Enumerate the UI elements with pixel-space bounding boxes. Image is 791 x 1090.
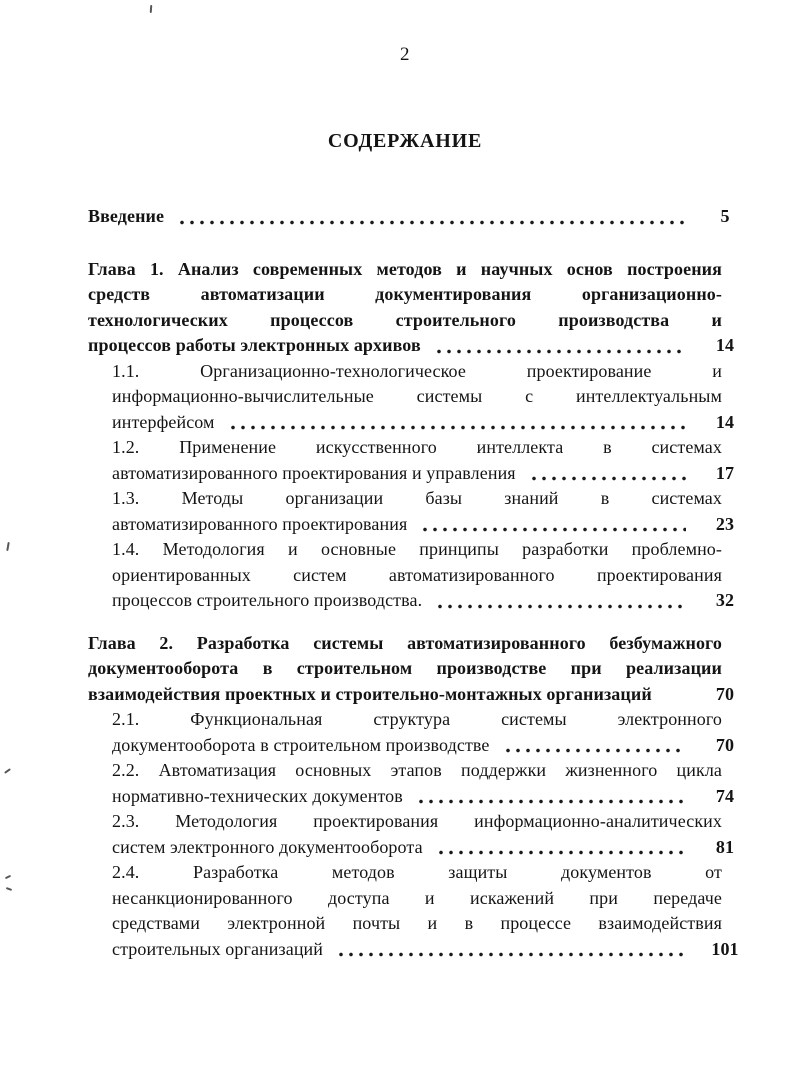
dot-leader bbox=[336, 952, 686, 957]
toc-entry-2-1 bbox=[88, 707, 735, 758]
toc-page-ref: 81 bbox=[715, 836, 735, 857]
toc-entry-1-3 bbox=[88, 486, 735, 537]
table-of-contents bbox=[88, 204, 739, 962]
toc-entry-2-4 bbox=[88, 860, 739, 962]
toc-entry-line: несанкционированного доступа и искажений при передаче bbox=[112, 887, 722, 908]
toc-page-ref: 14 bbox=[715, 411, 735, 432]
toc-entry-line: 1.2. Применение искусственного интеллекта в системах bbox=[112, 437, 722, 457]
toc-entry-line: Глава 1. Анализ современных методов и научных основ построения bbox=[88, 258, 722, 279]
toc-entry-2-2 bbox=[88, 758, 735, 809]
toc-entry-last-line bbox=[112, 410, 735, 436]
toc-entry-text: интерфейсом bbox=[112, 411, 215, 432]
toc-entry-introduction bbox=[88, 204, 730, 230]
toc-page-ref: 23 bbox=[715, 513, 735, 534]
toc-entry-text: нормативно-технических документов bbox=[112, 785, 403, 806]
toc-entry-text: систем электронного документооборота bbox=[112, 836, 423, 857]
dot-leader bbox=[228, 425, 686, 430]
toc-entry-last-line bbox=[112, 512, 735, 538]
toc-entry-text: процессов работы электронных архивов bbox=[88, 335, 421, 355]
dot-leader bbox=[503, 748, 686, 753]
toc-entry-text: строительных организаций bbox=[112, 938, 324, 959]
toc-page-ref: 14 bbox=[715, 335, 735, 355]
scan-speck-icon bbox=[4, 768, 11, 774]
toc-entry-text: документооборота в строительном производстве bbox=[112, 734, 490, 755]
toc-entry-text: автоматизированного проектирования и управления bbox=[112, 462, 516, 483]
dot-leader bbox=[177, 220, 686, 225]
toc-page-ref: 101 bbox=[711, 938, 739, 959]
toc-page-ref: 70 bbox=[715, 683, 735, 704]
toc-entry-line: ориентированных систем автоматизированного проектирования bbox=[112, 564, 722, 585]
scan-speck-icon bbox=[150, 5, 153, 13]
page-number: 2 bbox=[400, 44, 410, 65]
toc-entry-text: взаимодействия проектных и строительно-монтажных организаций bbox=[88, 683, 652, 704]
toc-entry-1-1 bbox=[88, 359, 735, 436]
toc-page-ref: 5 bbox=[720, 206, 730, 226]
toc-entry-line: 1.3. Методы организации базы знаний в системах bbox=[112, 488, 722, 508]
toc-entry-line: документооборота в строительном производстве при реализации bbox=[88, 658, 722, 678]
toc-entry-last-line bbox=[112, 835, 735, 861]
page-title: СОДЕРЖАНИЕ bbox=[327, 130, 483, 152]
dot-leader bbox=[416, 799, 686, 804]
toc-entry-1-2 bbox=[88, 435, 735, 486]
toc-entry-line: 2.4. Разработка методов защиты документов от bbox=[112, 862, 722, 882]
toc-entry-line: информационно-вычислительные системы с интеллектуальным bbox=[112, 386, 722, 406]
dot-leader bbox=[435, 604, 686, 609]
scan-speck-icon bbox=[5, 875, 11, 879]
dot-leader bbox=[436, 850, 686, 855]
dot-leader bbox=[434, 349, 686, 354]
dot-leader bbox=[420, 527, 686, 532]
toc-entry-last-line bbox=[88, 682, 735, 708]
toc-entry-line: Глава 2. Разработка системы автоматизированного безбумажного bbox=[88, 632, 722, 653]
toc-entry-text: автоматизированного проектирования bbox=[112, 513, 408, 534]
toc-entry-1-4 bbox=[88, 537, 735, 614]
toc-entry-last-line bbox=[112, 733, 735, 759]
toc-entry-text: процессов строительного производства. bbox=[112, 590, 423, 610]
toc-entry-chapter-1 bbox=[88, 257, 735, 359]
toc-entry-last-line bbox=[112, 784, 735, 810]
scan-speck-icon bbox=[6, 887, 12, 891]
toc-page-ref: 32 bbox=[715, 590, 735, 610]
toc-entry-line: 2.3. Методология проектирования информационно-аналитических bbox=[112, 811, 722, 831]
toc-entry-line: 1.1. Организационно-технологическое проектирование и bbox=[112, 360, 722, 381]
toc-entry-line: средствами электронной почты и в процессе взаимодействия bbox=[112, 913, 722, 933]
toc-entry-line: 2.2. Автоматизация основных этапов поддержки жизненного цикла bbox=[112, 760, 722, 780]
toc-entry-line: 1.4. Методология и основные принципы разработки проблемно- bbox=[112, 539, 722, 559]
toc-entry-last-line bbox=[112, 588, 735, 614]
toc-entry-last-line bbox=[112, 937, 739, 963]
dot-leader bbox=[529, 476, 686, 481]
toc-entry-chapter-2 bbox=[88, 631, 735, 708]
toc-page-ref: 17 bbox=[715, 462, 735, 483]
toc-entry-last-line bbox=[88, 204, 730, 230]
toc-entry-text: Введение bbox=[88, 206, 165, 226]
scan-speck-icon bbox=[6, 542, 10, 551]
toc-page-ref: 70 bbox=[715, 734, 735, 755]
toc-entry-line: 2.1. Функциональная структура системы электронного bbox=[112, 709, 722, 729]
toc-entry-last-line bbox=[112, 461, 735, 487]
toc-entry-last-line bbox=[88, 333, 735, 359]
toc-entry-line: средств автоматизации документирования организационно- bbox=[88, 284, 722, 304]
toc-entry-2-3 bbox=[88, 809, 735, 860]
toc-page-ref: 74 bbox=[715, 785, 735, 806]
toc-entry-line: технологических процессов строительного производства и bbox=[88, 309, 722, 330]
